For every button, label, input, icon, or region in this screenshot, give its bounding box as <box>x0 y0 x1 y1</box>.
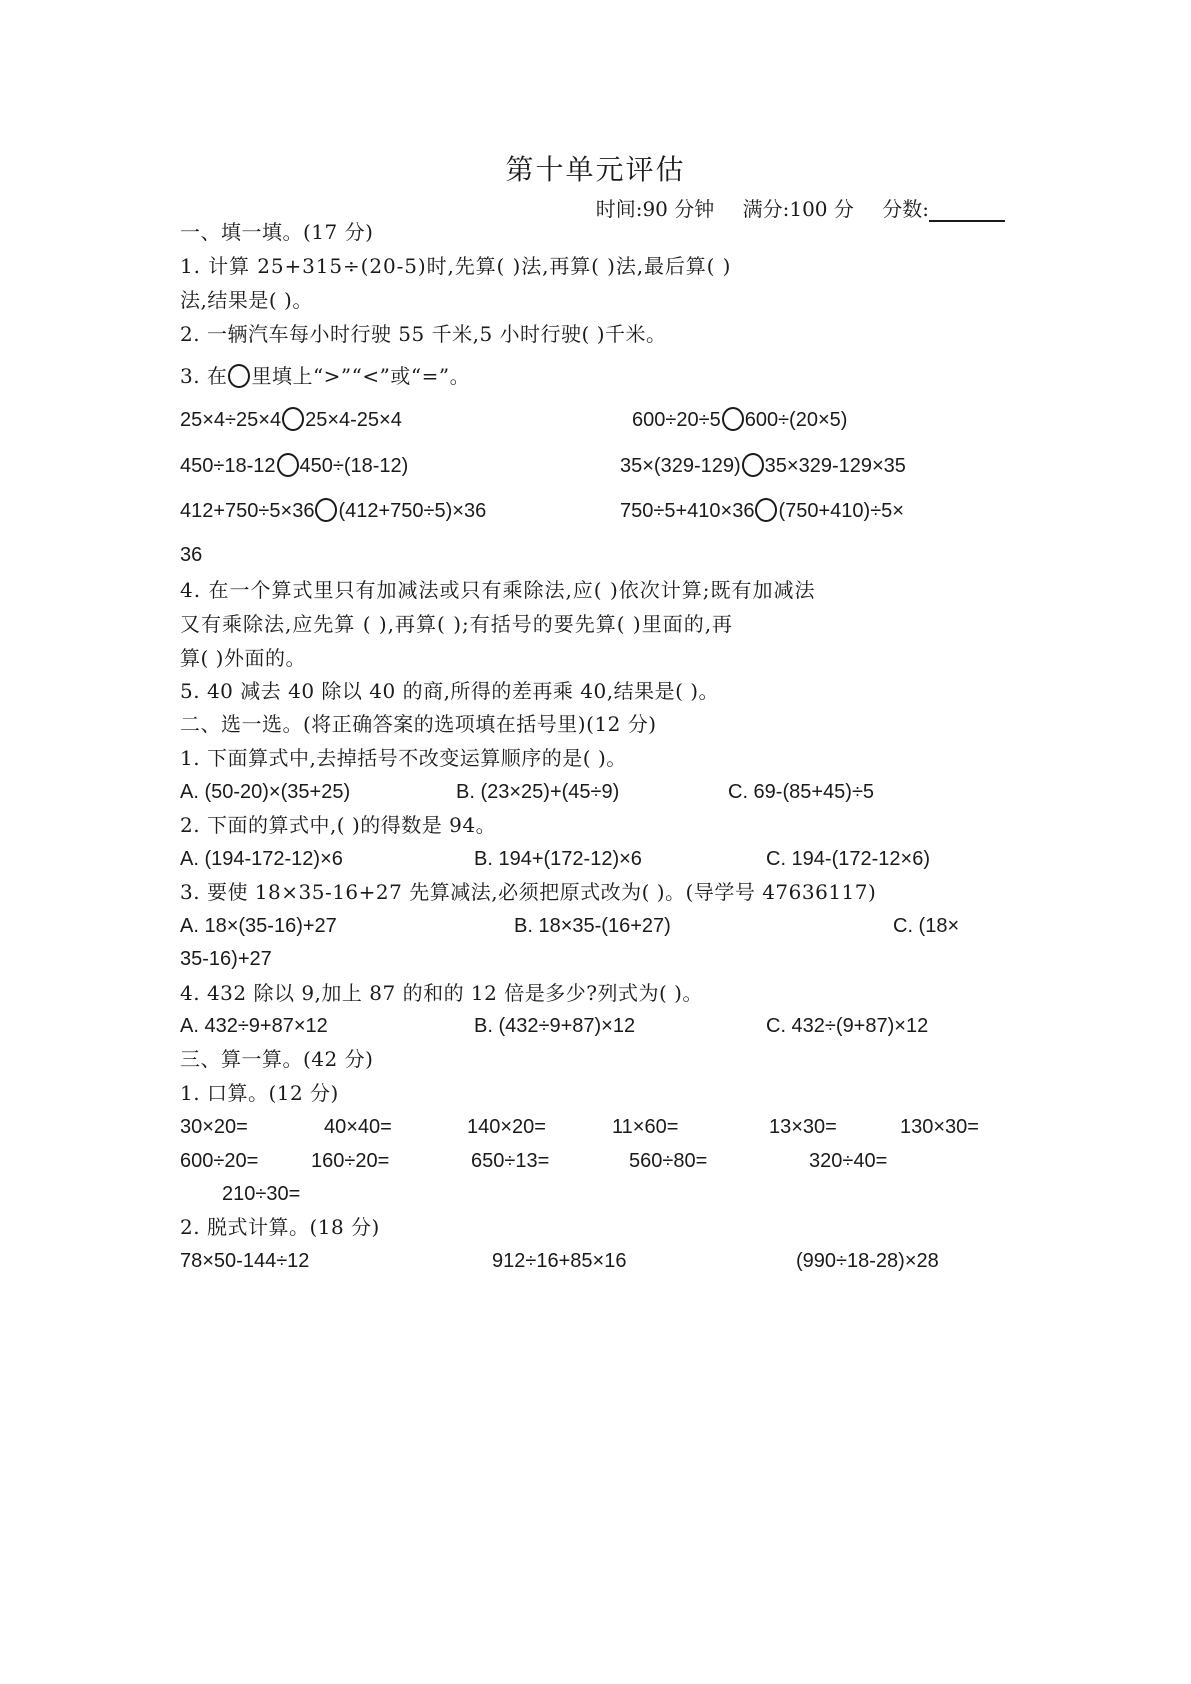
option-a: A. (194-172-12)×6 <box>180 848 343 870</box>
s2-q4: 4. 432 除以 9,加上 87 的和的 12 倍是多少?列式为( )。 <box>180 981 703 1005</box>
full-score: 满分:100 分 <box>742 197 854 221</box>
section3-heading: 三、算一算。(42 分) <box>180 1047 374 1071</box>
oral-item: 320÷40= <box>809 1150 888 1172</box>
score-blank[interactable] <box>929 200 1005 222</box>
compare-item: 35×(329-129) 35×329-129×35 <box>620 455 906 477</box>
compare-item: 412+750÷5×36 (412+750÷5)×36 <box>180 500 487 522</box>
oral-item: 210÷30= <box>222 1183 301 1205</box>
s2-q3: 3. 要使 18×35-16+27 先算减法,必须把原式改为( )。(导学号 47636117) <box>180 880 877 904</box>
calc-item: (990÷18-28)×28 <box>796 1250 939 1272</box>
oral-item: 560÷80= <box>629 1150 708 1172</box>
s1-q1-line1: 1. 计算 25+315÷(20-5)时,先算( )法,再算( )法,最后算( ) <box>180 254 732 278</box>
oral-item: 160÷20= <box>311 1150 390 1172</box>
exam-meta <box>596 196 1005 222</box>
compare-item: 450÷18-12 450÷(18-12) <box>180 455 409 477</box>
calc-item: 912÷16+85×16 <box>492 1250 627 1272</box>
compare-item: 600÷20÷5 600÷(20×5) <box>632 409 848 431</box>
section2-heading: 二、选一选。(将正确答案的选项填在括号里)(12 分) <box>180 712 657 736</box>
option-b: B. 194+(172-12)×6 <box>474 848 642 870</box>
calc-item: 78×50-144÷12 <box>180 1250 310 1272</box>
compare-wrap: 36 <box>180 544 203 566</box>
s1-q2: 2. 一辆汽车每小时行驶 55 千米,5 小时行驶( )千米。 <box>180 322 667 346</box>
s3-sub1: 1. 口算。(12 分) <box>180 1081 339 1105</box>
s1-q5: 5. 40 减去 40 除以 40 的商,所得的差再乘 40,结果是( )。 <box>180 679 720 703</box>
compare-circle[interactable] <box>722 407 744 431</box>
s2-q2: 2. 下面的算式中,( )的得数是 94。 <box>180 813 497 837</box>
oral-item: 13×30= <box>769 1116 837 1138</box>
option-c: C. 194-(172-12×6) <box>766 848 930 870</box>
option-a: A. (50-20)×(35+25) <box>180 781 351 803</box>
time-limit: 时间:90 分钟 <box>595 197 715 221</box>
option-b: B. (23×25)+(45÷9) <box>456 781 620 803</box>
s1-q1-line2: 法,结果是( )。 <box>180 288 313 312</box>
compare-circle[interactable] <box>315 498 337 522</box>
s2-q1: 1. 下面算式中,去掉括号不改变运算顺序的是( )。 <box>180 746 627 770</box>
s1-q3: 3. 在 里填上“>”“<”或“=”。 <box>180 364 471 388</box>
option-c: C. 432÷(9+87)×12 <box>766 1015 929 1037</box>
compare-item: 25×4÷25×4 25×4-25×4 <box>180 409 402 431</box>
compare-item: 750÷5+410×36 (750+410)÷5× <box>620 500 904 522</box>
option-a: A. 432÷9+87×12 <box>180 1015 328 1037</box>
oral-item: 130×30= <box>900 1116 979 1138</box>
option-c-wrap: 35-16)+27 <box>180 948 272 970</box>
option-a: A. 18×(35-16)+27 <box>180 915 337 937</box>
oral-item: 140×20= <box>467 1116 546 1138</box>
compare-circle[interactable] <box>282 407 304 431</box>
option-b: B. (432÷9+87)×12 <box>474 1015 636 1037</box>
oral-item: 650÷13= <box>471 1150 550 1172</box>
oral-item: 30×20= <box>180 1116 248 1138</box>
compare-circle[interactable] <box>755 498 777 522</box>
oral-item: 600÷20= <box>180 1150 259 1172</box>
section1-heading: 一、填一填。(17 分) <box>180 220 374 244</box>
compare-circle[interactable] <box>277 453 299 477</box>
option-c: C. 69-(85+45)÷5 <box>728 781 875 803</box>
page-title: 第十单元评估 <box>505 153 686 186</box>
score-label: 分数: <box>882 197 1005 221</box>
s3-sub2: 2. 脱式计算。(18 分) <box>180 1215 380 1239</box>
s1-q4-line3: 算( )外面的。 <box>180 646 306 670</box>
option-c: C. (18× <box>893 915 960 937</box>
circle-icon <box>228 364 250 388</box>
s1-q4-line1: 4. 在一个算式里只有加减法或只有乘除法,应( )依次计算;既有加减法 <box>180 578 816 602</box>
oral-item: 40×40= <box>324 1116 392 1138</box>
compare-circle[interactable] <box>742 453 764 477</box>
option-b: B. 18×35-(16+27) <box>514 915 671 937</box>
oral-item: 11×60= <box>612 1116 679 1138</box>
s1-q4-line2: 又有乘除法,应先算 ( ),再算( );有括号的要先算( )里面的,再 <box>180 612 734 636</box>
